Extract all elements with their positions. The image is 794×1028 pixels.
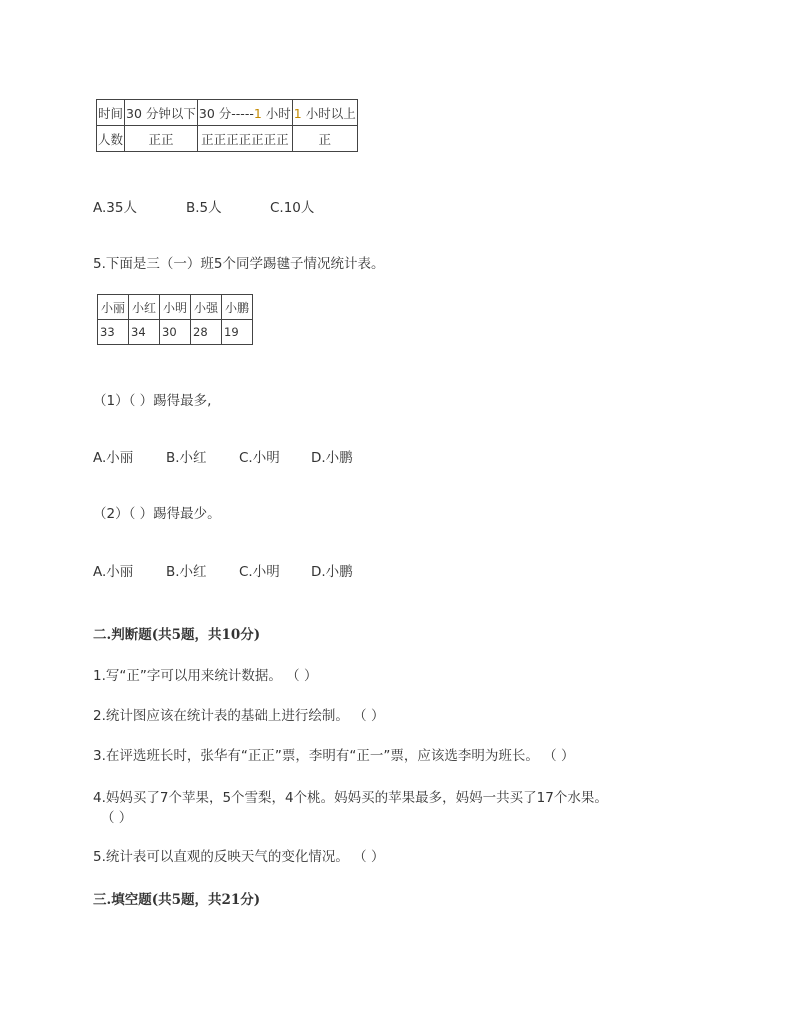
cell-number: 1 [253, 105, 262, 121]
section-title: 三.填空题(共5题，共21分) [93, 892, 261, 908]
option-b: B.小红 [166, 450, 207, 466]
table-cell: 人数 [97, 126, 125, 152]
cell-number: 1 [293, 105, 302, 121]
option-a: A.小丽 [93, 450, 134, 466]
table-cell: 33 [98, 320, 129, 345]
option-a: A.35人 [93, 200, 137, 216]
judgement-item-3: 3.在评选班长时，张华有“正正”票，李明有“正一”票，应该选李明为班长。 （ ） [93, 748, 575, 764]
judgement-item-4: 4.妈妈买了7个苹果，5个雪梨，4个桃。妈妈买的苹果最多，妈妈一共买了17个水果。 [93, 790, 608, 806]
table-row [98, 320, 253, 345]
table-cell: 小强 [191, 295, 222, 320]
table-row [97, 126, 358, 152]
sub-question-2: （2）（ ）踢得最少。 [93, 506, 221, 522]
table-cell: 正 [292, 126, 357, 152]
option-d: D.小鹏 [311, 450, 353, 466]
table-cell: 30 分钟以下 [125, 100, 198, 126]
table-cell: 正正正正正正正 [197, 126, 292, 152]
shuttlecock-table [97, 294, 253, 345]
judgement-item-4-bracket: （ ） [101, 810, 133, 826]
table-cell: 正正 [125, 126, 198, 152]
table-cell: 小红 [129, 295, 160, 320]
cell-text: 小时以上 [301, 105, 356, 121]
section-title: 二.判断题(共5题，共10分) [93, 627, 261, 643]
option-a: A.小丽 [93, 564, 134, 580]
table-cell: 28 [191, 320, 222, 345]
table-cell: 19 [222, 320, 253, 345]
judgement-item-2: 2.统计图应该在统计表的基础上进行绘制。 （ ） [93, 708, 385, 724]
question-5-title: 5.下面是三（一）班5个同学踢毽子情况统计表。 [93, 256, 385, 272]
table-row [97, 100, 358, 126]
option-c: C.小明 [239, 564, 280, 580]
table-cell: 小丽 [98, 295, 129, 320]
table-row [98, 295, 253, 320]
sub-question-1: （1）（ ）踢得最多, [93, 393, 212, 409]
cell-text: 30 分----- [198, 105, 254, 121]
option-b: B.小红 [166, 564, 207, 580]
judgement-item-1: 1.写“正”字可以用来统计数据。 （ ） [93, 668, 318, 684]
cell-text: 小时 [261, 105, 291, 121]
table-cell: 30 [160, 320, 191, 345]
table-cell: 小明 [160, 295, 191, 320]
option-d: D.小鹏 [311, 564, 353, 580]
option-c: C.10人 [270, 200, 315, 216]
table-cell [197, 100, 292, 126]
judgement-item-5: 5.统计表可以直观的反映天气的变化情况。 （ ） [93, 849, 385, 865]
table-cell: 时间 [97, 100, 125, 126]
time-count-table [96, 99, 358, 152]
option-b: B.5人 [186, 200, 222, 216]
table-cell [292, 100, 357, 126]
table-cell: 小鹏 [222, 295, 253, 320]
option-c: C.小明 [239, 450, 280, 466]
table-cell: 34 [129, 320, 160, 345]
